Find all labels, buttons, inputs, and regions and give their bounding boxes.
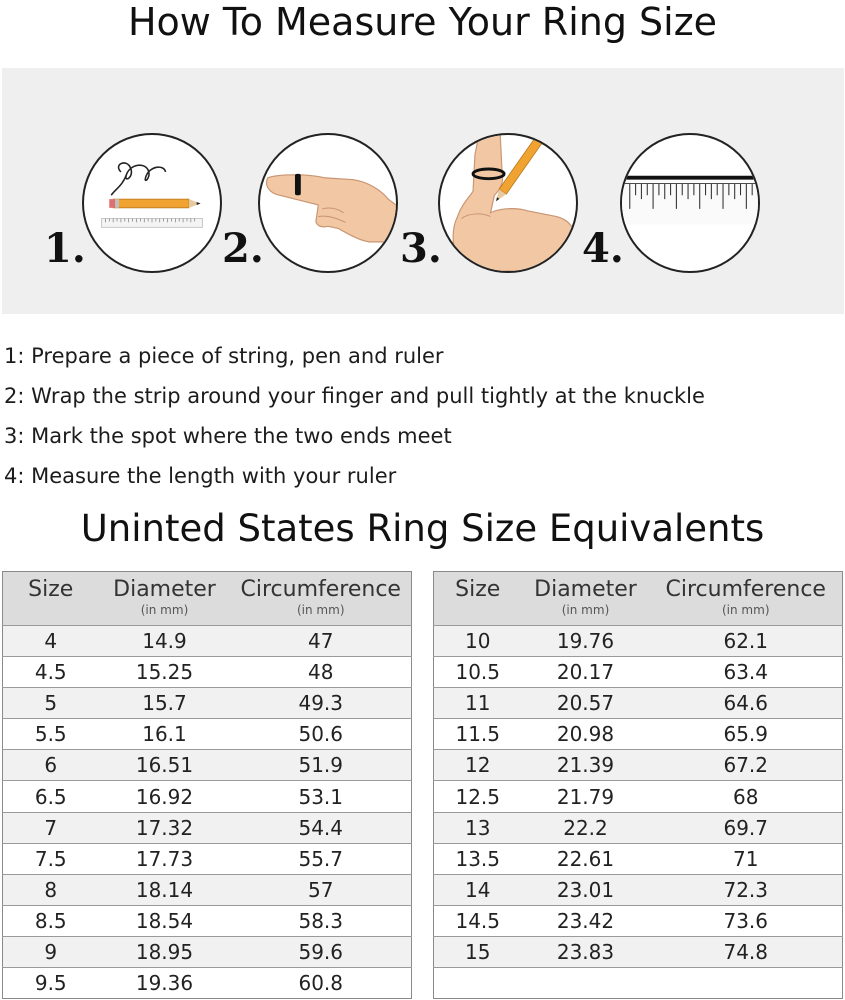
- table-row: [434, 657, 843, 688]
- table-row: [434, 936, 843, 967]
- instruction-item: 4: Measure the length with your ruler: [4, 464, 397, 488]
- steps-panel: [2, 68, 844, 314]
- diameter-cell: 18.54: [99, 905, 231, 936]
- step-number: 1.: [44, 225, 86, 272]
- diameter-cell: 16.92: [99, 781, 231, 812]
- circumference-cell: 64.6: [650, 688, 843, 719]
- table-row: [3, 968, 412, 999]
- size-cell: 9: [3, 936, 99, 967]
- diameter-cell: 17.73: [99, 843, 231, 874]
- circumference-cell: 55.7: [231, 843, 412, 874]
- diameter-cell: 20.17: [522, 657, 650, 688]
- circumference-header: Circumference (in mm): [231, 572, 412, 626]
- circumference-cell: 57: [231, 874, 412, 905]
- size-cell: 6: [3, 750, 99, 781]
- size-cell: 10.5: [434, 657, 522, 688]
- size-table-right: [433, 571, 843, 999]
- table-row: [3, 843, 412, 874]
- size-cell: 11.5: [434, 719, 522, 750]
- table-row: [3, 688, 412, 719]
- instruction-item: 2: Wrap the strip around your finger and pull tightly at the knuckle: [4, 384, 705, 408]
- size-cell: 11: [434, 688, 522, 719]
- diameter-cell: 22.2: [522, 812, 650, 843]
- table-row: [3, 936, 412, 967]
- circumference-cell: 71: [650, 843, 843, 874]
- instruction-item: 3: Mark the spot where the two ends meet: [4, 424, 452, 448]
- circumference-cell: 58.3: [231, 905, 412, 936]
- diameter-cell: 20.57: [522, 688, 650, 719]
- table-row: [3, 750, 412, 781]
- step-number: 4.: [582, 225, 624, 272]
- table-row: [434, 688, 843, 719]
- diameter-cell: 17.32: [99, 812, 231, 843]
- size-cell: 7: [3, 812, 99, 843]
- table-row: [3, 657, 412, 688]
- step-3: [400, 133, 600, 273]
- circumference-cell: 65.9: [650, 719, 843, 750]
- size-cell: 15: [434, 936, 522, 967]
- ruler-measure-icon: [620, 133, 760, 273]
- diameter-cell: 18.14: [99, 874, 231, 905]
- diameter-cell: 14.9: [99, 626, 231, 657]
- step-4: [582, 133, 782, 273]
- diameter-cell: [522, 968, 650, 999]
- diameter-cell: 23.42: [522, 905, 650, 936]
- circumference-cell: 67.2: [650, 750, 843, 781]
- circumference-cell: 62.1: [650, 626, 843, 657]
- size-cell: 5.5: [3, 719, 99, 750]
- diameter-cell: 23.01: [522, 874, 650, 905]
- diameter-cell: 19.76: [522, 626, 650, 657]
- step-2: [222, 133, 422, 273]
- diameter-cell: 15.25: [99, 657, 231, 688]
- circumference-cell: 73.6: [650, 905, 843, 936]
- table-row: [3, 719, 412, 750]
- size-cell: 12: [434, 750, 522, 781]
- circumference-cell: [650, 968, 843, 999]
- diameter-cell: 19.36: [99, 968, 231, 999]
- circumference-header: Circumference (in mm): [650, 572, 843, 626]
- table-row: [3, 812, 412, 843]
- size-header: Size: [434, 572, 522, 626]
- table-header-row: [434, 572, 843, 626]
- table-row: [434, 626, 843, 657]
- size-cell: 6.5: [3, 781, 99, 812]
- size-cell: 9.5: [3, 968, 99, 999]
- circumference-cell: 47: [231, 626, 412, 657]
- size-cell: 13: [434, 812, 522, 843]
- table-row: [434, 968, 843, 999]
- diameter-cell: 18.95: [99, 936, 231, 967]
- table-row: [3, 905, 412, 936]
- table-title: Uninted States Ring Size Equivalents: [80, 507, 765, 550]
- circumference-cell: 54.4: [231, 812, 412, 843]
- size-header: Size: [3, 572, 99, 626]
- page-title: How To Measure Your Ring Size: [127, 0, 718, 44]
- table-row: [434, 905, 843, 936]
- table-header-row: [3, 572, 412, 626]
- size-table-left: [2, 571, 412, 999]
- diameter-cell: 16.1: [99, 719, 231, 750]
- step-number: 3.: [400, 225, 442, 272]
- size-cell: 10: [434, 626, 522, 657]
- diameter-cell: 21.79: [522, 781, 650, 812]
- table-row: [434, 874, 843, 905]
- step-number: 2.: [222, 225, 264, 272]
- diameter-cell: 21.39: [522, 750, 650, 781]
- diameter-cell: 23.83: [522, 936, 650, 967]
- diameter-cell: 15.7: [99, 688, 231, 719]
- circumference-cell: 60.8: [231, 968, 412, 999]
- table-row: [434, 719, 843, 750]
- size-cell: 14: [434, 874, 522, 905]
- circumference-cell: 48: [231, 657, 412, 688]
- size-cell: 7.5: [3, 843, 99, 874]
- diameter-cell: 20.98: [522, 719, 650, 750]
- circumference-cell: 74.8: [650, 936, 843, 967]
- step-1: [44, 133, 244, 273]
- mark-spot-icon: [438, 133, 578, 273]
- circumference-cell: 68: [650, 781, 843, 812]
- table-row: [434, 843, 843, 874]
- table-row: [434, 750, 843, 781]
- instructions-list: [4, 336, 844, 496]
- circumference-cell: 53.1: [231, 781, 412, 812]
- finger-wrap-icon: [258, 133, 398, 273]
- diameter-cell: 16.51: [99, 750, 231, 781]
- table-row: [434, 812, 843, 843]
- circumference-cell: 59.6: [231, 936, 412, 967]
- size-cell: 4.5: [3, 657, 99, 688]
- size-cell: 4: [3, 626, 99, 657]
- size-cell: 13.5: [434, 843, 522, 874]
- size-cell: 8: [3, 874, 99, 905]
- size-cell: [434, 968, 522, 999]
- circumference-cell: 50.6: [231, 719, 412, 750]
- instruction-item: 1: Prepare a piece of string, pen and ruler: [4, 344, 444, 368]
- circumference-cell: 51.9: [231, 750, 412, 781]
- circumference-cell: 49.3: [231, 688, 412, 719]
- diameter-header: Diameter (in mm): [522, 572, 650, 626]
- circumference-cell: 69.7: [650, 812, 843, 843]
- diameter-cell: 22.61: [522, 843, 650, 874]
- size-cell: 5: [3, 688, 99, 719]
- table-row: [434, 781, 843, 812]
- size-cell: 12.5: [434, 781, 522, 812]
- string-pencil-ruler-icon: [82, 133, 222, 273]
- table-row: [3, 874, 412, 905]
- table-row: [3, 781, 412, 812]
- size-cell: 14.5: [434, 905, 522, 936]
- circumference-cell: 72.3: [650, 874, 843, 905]
- size-cell: 8.5: [3, 905, 99, 936]
- table-row: [3, 626, 412, 657]
- diameter-header: Diameter (in mm): [99, 572, 231, 626]
- circumference-cell: 63.4: [650, 657, 843, 688]
